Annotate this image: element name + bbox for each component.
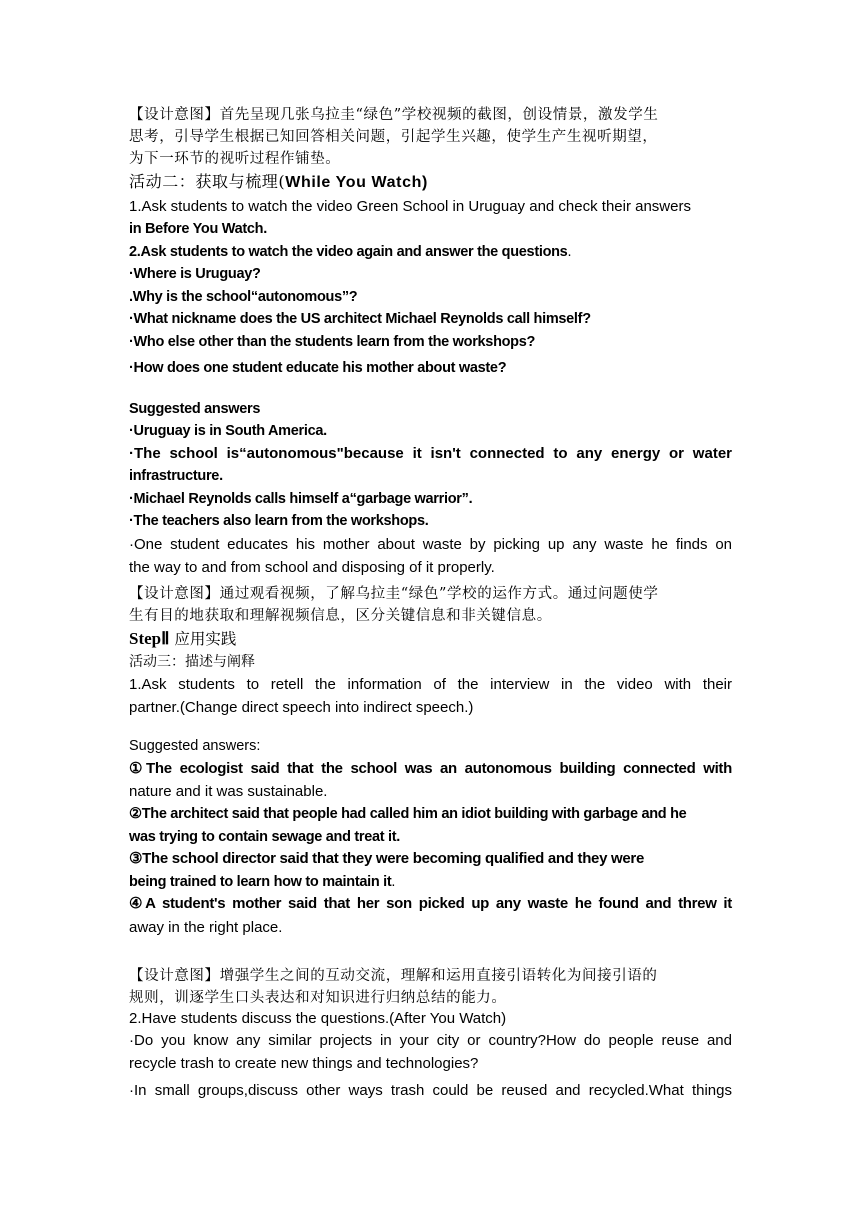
activity-2-en: While You Watch) — [285, 174, 428, 191]
speech-1-line-2: nature and it was sustainable. — [129, 783, 328, 800]
question-5: ·How does one student educate his mother about waste? — [129, 360, 507, 376]
task-1-line-2: in Before You Watch. — [129, 221, 267, 237]
task-2-dot: . — [567, 243, 572, 260]
speech-3-line-2-text: being trained to learn how to maintain it — [129, 873, 392, 890]
speech-2-line-1: ②The architect said that people had called him an idiot building with garbage and he — [129, 806, 687, 822]
task-2 — [129, 241, 732, 264]
retell-line-1: 1.Ask students to retell the information of the interview in the video with their — [129, 675, 732, 693]
step-2-label: StepⅡ — [129, 628, 170, 648]
step-2-heading — [129, 627, 732, 651]
answer-2-line-2: infrastructure. — [129, 468, 223, 484]
suggested-answers-2-title: Suggested answers: — [129, 737, 261, 754]
design-intent-1-line-3: 为下一环节的视听过程作铺垫。 — [129, 151, 341, 167]
suggested-answers-title: Suggested answers — [129, 400, 261, 417]
speech-4-line-1: ④A student's mother said that her son picked up any waste he found and threw it — [129, 895, 732, 912]
speech-3-dot: . — [391, 873, 396, 890]
task-2-text: 2.Ask students to watch the video again and answer the questions — [129, 243, 568, 260]
answer-4: ·The teachers also learn from the workshops. — [129, 513, 429, 529]
activity-2-heading — [129, 170, 732, 195]
answer-5-line-1: ·One student educates his mother about waste by picking up any waste he finds on — [129, 535, 732, 553]
activity-2-cn: 活动二：获取与梳理( — [129, 172, 286, 191]
design-intent-1-line-1: 【设计意图】首先呈现几张乌拉圭“绿色”学校视频的截图，创设情景，激发学生 — [129, 107, 659, 123]
step-2-title: 应用实践 — [169, 629, 237, 648]
retell-line-2: partner.(Change direct speech into indirect speech.) — [129, 698, 474, 716]
speech-3-line-2 — [129, 871, 732, 894]
design-intent-2-line-1: 【设计意图】通过观看视频，了解乌拉圭“绿色”学校的运作方式。通过问题使学 — [129, 585, 659, 602]
discuss-question-1-line-2: recycle trash to create new things and technologies? — [129, 1054, 479, 1072]
question-3: ·What nickname does the US architect Michael Reynolds call himself? — [129, 311, 591, 327]
speech-4-line-2: away in the right place. — [129, 918, 283, 936]
design-intent-1-line-2: 思考，引导学生根据已知回答相关问题，引起学生兴趣，使学生产生视听期望， — [129, 129, 658, 145]
discuss-question-2-line-1: ·In small groups,discuss other ways trash could be reused and recycled.What things — [129, 1081, 732, 1099]
answer-2-line-1: ·The school is“autonomous"because it isn't connected to any energy or water — [129, 444, 732, 462]
document-page — [129, 104, 732, 1102]
question-1: ·Where is Uruguay? — [129, 266, 261, 282]
activity-3-heading: 活动三：描述与阐释 — [129, 653, 255, 670]
question-4: ·Who else other than the students learn from the workshops? — [129, 333, 536, 350]
design-intent-3-line-2: 规则，训逐学生口头表达和对知识进行归纳总结的能力。 — [129, 989, 507, 1006]
question-2: .Why is the school“autonomous”? — [129, 288, 358, 305]
speech-2-line-2: was trying to contain sewage and treat it. — [129, 828, 401, 845]
speech-1-line-1: ①The ecologist said that the school was an autonomous building connected with — [129, 759, 732, 777]
answer-1: ·Uruguay is in South America. — [129, 423, 327, 439]
discuss-question-1-line-1: ·Do you know any similar projects in your city or country?How do people reuse and — [129, 1031, 732, 1049]
answer-3: ·Michael Reynolds calls himself a“garbage warrior”. — [129, 490, 473, 507]
design-intent-2-line-2: 生有目的地获取和理解视频信息，区分关键信息和非关键信息。 — [129, 607, 552, 624]
task-1-line-1: 1.Ask students to watch the video Green School in Uruguay and check their answers — [129, 198, 691, 215]
answer-5-line-2: the way to and from school and disposing of it properly. — [129, 558, 495, 576]
discuss-task: 2.Have students discuss the questions.(After You Watch) — [129, 1009, 507, 1027]
design-intent-3-line-1: 【设计意图】增强学生之间的互动交流，理解和运用直接引语转化为间接引语的 — [129, 967, 658, 984]
speech-3-line-1: ③The school director said that they were becoming qualified and they were — [129, 850, 644, 867]
